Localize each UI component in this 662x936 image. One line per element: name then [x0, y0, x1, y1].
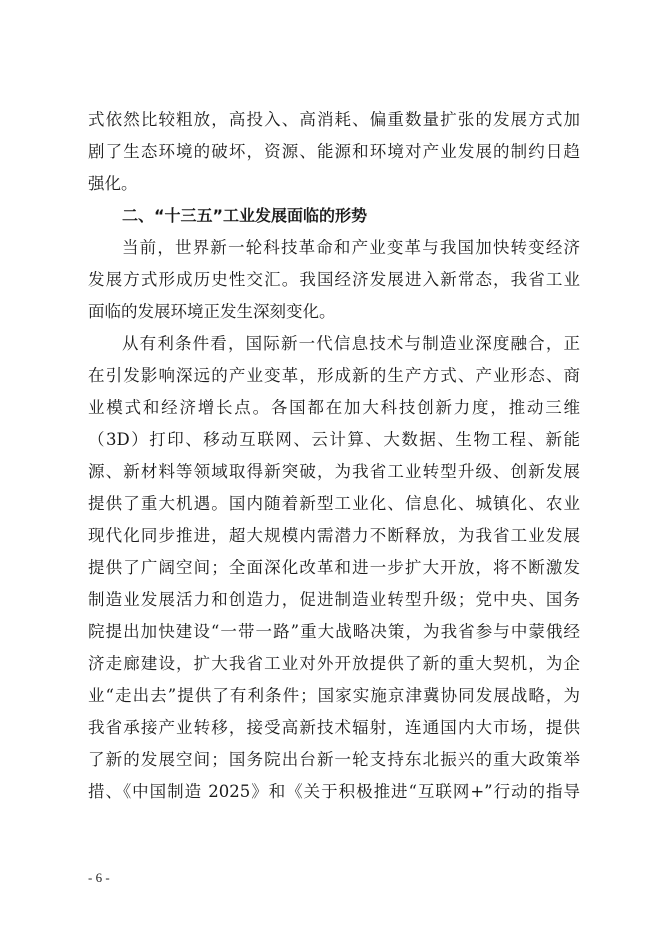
text-line: 院提出加快建设“一带一路”重大战略决策，为我省参与中蒙俄经 [88, 622, 580, 641]
text-line: 强化。 [88, 174, 138, 193]
text-line: 了新的发展空间；国务院出台新一轮支持东北振兴的重大政策举 [88, 750, 580, 769]
paragraph-continued [88, 104, 580, 200]
text-line: 措、《中国制造 2025》和《关于积极推进“互联网+”行动的指导 [88, 782, 580, 801]
text-line: 发展方式形成历史性交汇。我国经济发展进入新常态，我省工业 [88, 270, 580, 289]
text-line: 制造业发展活力和创造力，促进制造业转型升级；党中央、国务 [88, 590, 580, 609]
text-line: 源、新材料等领域取得新突破，为我省工业转型升级、创新发展 [88, 462, 580, 481]
text-line: 提供了重大机遇。国内随着新型工业化、信息化、城镇化、农业 [88, 494, 580, 513]
text-line: 当前，世界新一轮科技革命和产业变革与我国加快转变经济 [122, 238, 580, 257]
text-line: 面临的发展环境正发生深刻变化。 [88, 302, 336, 321]
text-line: 业“走出去”提供了有利条件；国家实施京津冀协同发展战略，为 [88, 686, 580, 705]
paragraph-favorable-conditions [88, 328, 580, 808]
text-line: 在引发影响深远的产业变革，形成新的生产方式、产业形态、商 [88, 366, 580, 385]
paragraph-intro [88, 232, 580, 328]
section-heading-block [88, 200, 580, 232]
text-line: 我省承接产业转移，接受高新技术辐射，连通国内大市场，提供 [88, 718, 580, 737]
text-line: 业模式和经济增长点。各国都在加大科技创新力度，推动三维 [88, 398, 580, 417]
text-line: 式依然比较粗放，高投入、高消耗、偏重数量扩张的发展方式加 [88, 110, 580, 129]
text-line: 现代化同步推进，超大规模内需潜力不断释放，为我省工业发展 [88, 526, 580, 545]
section-heading: 二、“十三五”工业发展面临的形势 [122, 206, 368, 225]
page-number: - 6 - [88, 870, 110, 885]
text-line: 从有利条件看，国际新一代信息技术与制造业深度融合，正 [122, 334, 580, 353]
text-line: 提供了广阔空间；全面深化改革和进一步扩大开放，将不断激发 [88, 558, 580, 577]
text-line: （3D）打印、移动互联网、云计算、大数据、生物工程、新能 [88, 430, 580, 449]
text-line: 济走廊建设，扩大我省工业对外开放提供了新的重大契机，为企 [88, 654, 580, 673]
text-line: 剧了生态环境的破坏，资源、能源和环境对产业发展的制约日趋 [88, 142, 580, 161]
